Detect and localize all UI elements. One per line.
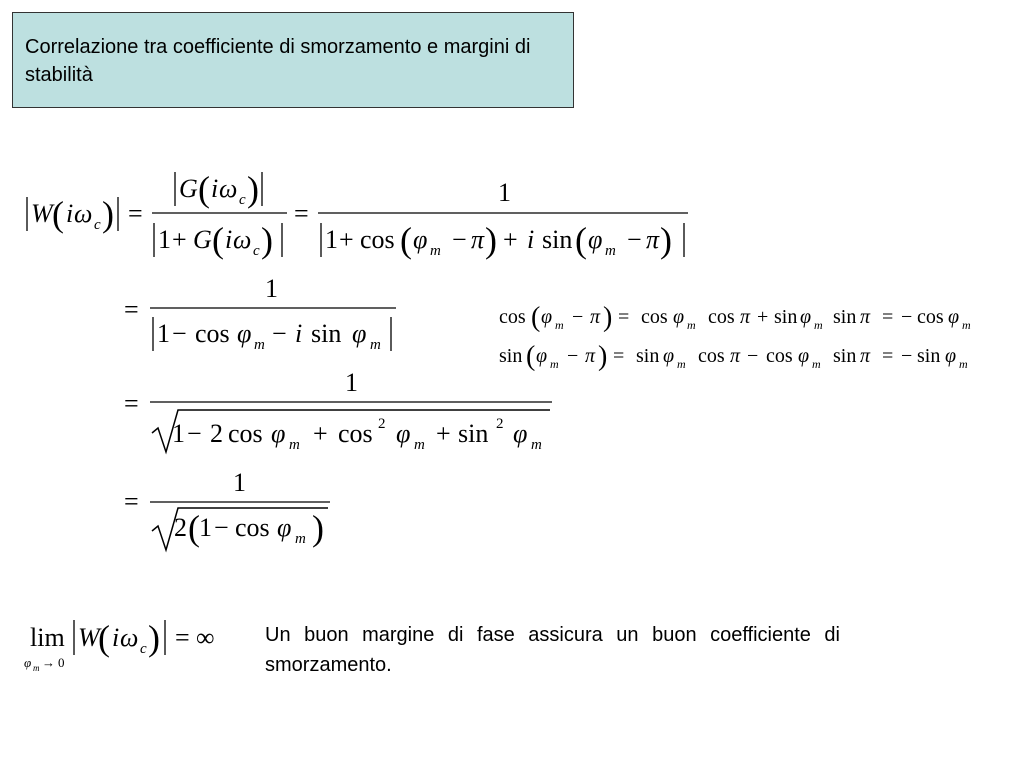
svg-text:−: −: [214, 513, 229, 542]
equation-line-1: [27, 169, 688, 260]
svg-text:): ): [312, 508, 324, 548]
math-formulas: [24, 169, 971, 673]
svg-text:i: i: [211, 174, 219, 203]
svg-text:2: 2: [174, 513, 187, 542]
svg-text:sin: sin: [833, 306, 857, 328]
svg-text:φ: φ: [413, 225, 428, 254]
svg-text:+: +: [757, 306, 769, 328]
svg-text:m: m: [254, 337, 265, 353]
svg-text:+: +: [172, 225, 187, 254]
svg-text:π: π: [585, 345, 596, 367]
svg-text:ω: ω: [74, 199, 93, 228]
svg-text:m: m: [812, 357, 821, 371]
infinity-symbol: ∞: [196, 623, 215, 652]
svg-text:(: (: [575, 220, 587, 260]
svg-text:φ: φ: [673, 306, 685, 328]
svg-text:m: m: [550, 357, 559, 371]
svg-text:π: π: [730, 345, 741, 367]
svg-text:φ: φ: [588, 225, 603, 254]
svg-text:m: m: [555, 318, 564, 332]
svg-text:−: −: [627, 225, 642, 254]
svg-text:φ: φ: [277, 513, 292, 542]
svg-text:sin: sin: [542, 225, 573, 254]
svg-text:m: m: [959, 357, 968, 371]
svg-text:=: =: [124, 487, 139, 516]
svg-text:π: π: [471, 225, 485, 254]
equation-line-4: [124, 468, 330, 550]
svg-text:φ: φ: [271, 419, 286, 448]
svg-text:1: 1: [157, 319, 170, 348]
svg-text:ω: ω: [233, 225, 252, 254]
svg-text:cos: cos: [641, 306, 668, 328]
svg-text:(: (: [526, 341, 536, 372]
svg-text:−: −: [901, 306, 913, 328]
svg-text:−: −: [172, 319, 187, 348]
svg-text:=: =: [618, 306, 630, 328]
svg-text:cos: cos: [917, 306, 944, 328]
svg-text:i: i: [225, 225, 233, 254]
svg-text:φ: φ: [800, 306, 812, 328]
svg-text:=: =: [882, 306, 894, 328]
svg-text:cos: cos: [499, 306, 526, 328]
equation-line-3: [124, 368, 552, 453]
svg-text:0: 0: [58, 655, 65, 670]
svg-text:+: +: [436, 419, 451, 448]
svg-text:i: i: [527, 225, 535, 254]
svg-text:2: 2: [210, 419, 223, 448]
svg-text:φ: φ: [948, 306, 960, 328]
svg-text:G: G: [193, 225, 212, 254]
svg-text:π: π: [860, 306, 871, 328]
svg-text:c: c: [253, 243, 260, 259]
svg-text:=: =: [124, 295, 139, 324]
svg-text:−: −: [452, 225, 467, 254]
svg-text:m: m: [677, 357, 686, 371]
svg-text:=: =: [128, 199, 143, 228]
svg-text:): ): [247, 169, 259, 209]
svg-text:=: =: [124, 389, 139, 418]
svg-text:1: 1: [158, 225, 171, 254]
svg-text:m: m: [430, 243, 441, 259]
svg-text:(: (: [400, 220, 412, 260]
svg-text:): ): [603, 302, 613, 333]
limit-formula: [24, 618, 215, 673]
svg-text:1: 1: [233, 468, 246, 497]
svg-text:π: π: [860, 345, 871, 367]
svg-text:i: i: [112, 623, 120, 652]
svg-text:m: m: [289, 437, 300, 453]
svg-text:1: 1: [199, 513, 212, 542]
svg-text:2: 2: [496, 416, 504, 432]
svg-text:): ): [148, 618, 160, 658]
svg-text:sin: sin: [636, 345, 660, 367]
svg-text:−: −: [747, 345, 759, 367]
svg-text:φ: φ: [798, 345, 810, 367]
svg-text:cos: cos: [338, 419, 373, 448]
svg-text:1: 1: [345, 368, 358, 397]
svg-text:lim: lim: [30, 623, 65, 652]
slide-title-text: Correlazione tra coefficiente di smorzamento e margini di stabilità: [25, 36, 531, 86]
svg-text:m: m: [295, 531, 306, 547]
svg-text:cos: cos: [235, 513, 270, 542]
svg-text:+: +: [339, 225, 354, 254]
svg-text:cos: cos: [360, 225, 395, 254]
svg-text:−: −: [572, 306, 584, 328]
equation-line-2: [124, 274, 396, 353]
svg-text:): ): [485, 220, 497, 260]
svg-text:π: π: [646, 225, 660, 254]
svg-text:(: (: [98, 618, 110, 658]
svg-text:c: c: [239, 192, 246, 208]
svg-text:π: π: [590, 306, 601, 328]
svg-text:m: m: [962, 318, 971, 332]
svg-text:m: m: [605, 243, 616, 259]
svg-text:−: −: [567, 345, 579, 367]
svg-text:i: i: [295, 319, 303, 348]
svg-text:φ: φ: [396, 419, 411, 448]
svg-text:m: m: [687, 318, 696, 332]
svg-text:φ: φ: [24, 655, 32, 670]
svg-text:π: π: [740, 306, 751, 328]
svg-text:(: (: [52, 194, 64, 234]
svg-text:cos: cos: [195, 319, 230, 348]
svg-text:m: m: [33, 663, 40, 673]
svg-text:=: =: [882, 345, 894, 367]
svg-text:−: −: [901, 345, 913, 367]
svg-text:): ): [660, 220, 672, 260]
W-symbol: W: [31, 199, 53, 228]
svg-text:−: −: [272, 319, 287, 348]
svg-text:→: →: [42, 655, 55, 670]
svg-text:c: c: [94, 217, 101, 233]
svg-text:ω: ω: [219, 174, 238, 203]
svg-text:(: (: [198, 169, 210, 209]
svg-text:m: m: [414, 437, 425, 453]
svg-text:sin: sin: [833, 345, 857, 367]
svg-text:ω: ω: [120, 623, 139, 652]
svg-text:cos: cos: [708, 306, 735, 328]
svg-text:cos: cos: [698, 345, 725, 367]
svg-text:m: m: [814, 318, 823, 332]
trig-identity-sin: [499, 341, 968, 372]
svg-text:φ: φ: [945, 345, 957, 367]
svg-text:m: m: [531, 437, 542, 453]
svg-text:sin: sin: [774, 306, 798, 328]
svg-text:i: i: [66, 199, 74, 228]
svg-text:sin: sin: [311, 319, 342, 348]
svg-text:1: 1: [172, 419, 185, 448]
conclusion-sentence: Un buon margine di fase assicura un buon coefficiente di smorzamento.: [265, 624, 840, 676]
svg-text:+: +: [313, 419, 328, 448]
svg-text:φ: φ: [352, 319, 367, 348]
svg-text:1: 1: [498, 178, 511, 207]
svg-text:): ): [598, 341, 608, 372]
svg-text:φ: φ: [663, 345, 675, 367]
svg-text:m: m: [370, 337, 381, 353]
svg-text:sin: sin: [499, 345, 523, 367]
svg-text:2: 2: [378, 416, 386, 432]
svg-text:1: 1: [265, 274, 278, 303]
svg-text:): ): [102, 194, 114, 234]
conclusion-text: [265, 620, 840, 680]
svg-text:cos: cos: [766, 345, 793, 367]
svg-text:φ: φ: [237, 319, 252, 348]
svg-text:1: 1: [325, 225, 338, 254]
svg-text:(: (: [212, 220, 224, 260]
svg-text:(: (: [531, 302, 541, 333]
svg-text:): ): [261, 220, 273, 260]
svg-text:φ: φ: [536, 345, 548, 367]
svg-text:−: −: [187, 419, 202, 448]
svg-text:=: =: [294, 199, 309, 228]
trig-identity-cos: [499, 302, 971, 333]
svg-text:cos: cos: [228, 419, 263, 448]
svg-text:W: W: [78, 623, 100, 652]
svg-text:c: c: [140, 641, 147, 657]
svg-text:(: (: [188, 508, 200, 548]
svg-text:φ: φ: [513, 419, 528, 448]
svg-text:+: +: [503, 225, 518, 254]
svg-text:=: =: [175, 623, 190, 652]
svg-text:G: G: [179, 174, 198, 203]
svg-text:φ: φ: [541, 306, 553, 328]
svg-text:sin: sin: [458, 419, 489, 448]
svg-text:sin: sin: [917, 345, 941, 367]
svg-text:=: =: [613, 345, 625, 367]
